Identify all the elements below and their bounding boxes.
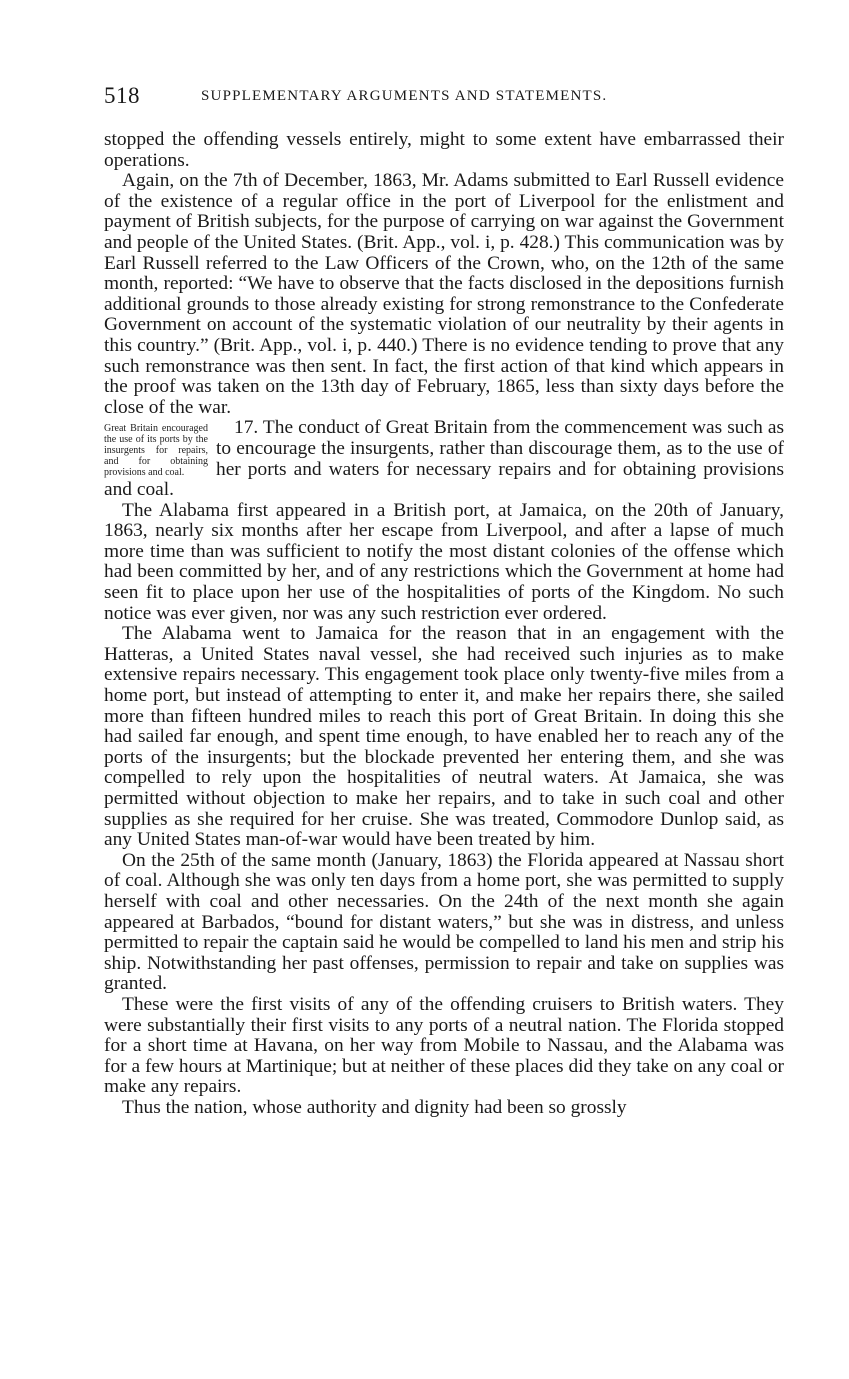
- running-head: SUPPLEMENTARY ARGUMENTS AND STATEMENTS.: [201, 88, 608, 104]
- paragraph-adams-evidence: Again, on the 7th of December, 1863, Mr. Adams submitted to Earl Russell evidence of the existence of a regular office in the port of Liverpool for the enlistment and payment of British subjects, for the purpose of carrying on war against the Government and people of the United States. (Brit. App., vol. i, p. 428.) This communication was by Earl Russell referred to the Law Officers of the Crown, who, on the 12th of the same month, reported: “We have to observe that the facts disclosed in the depositions furnish additional grounds to those already existing for strong remonstrance to the Confederate Government on account of the systematic violation of our neutrality by their agents in this country.” (Brit. App., vol. i, p. 440.) There is no evidence tending to prove that any such remonstrance was then sent. In fact, the first action of that kind which appears in the proof was taken on the 13th day of February, 1865, less than sixty days before the close of the war.: [104, 170, 784, 418]
- paragraph-first-visits: These were the first visits of any of the offending cruisers to British waters. They were substantially their first visits to any ports of a neutral nation. The Florida stopped for a short time at Havana, on her way from Mobile to Nassau, and the Alabama was for a few hours at Martinique; but at neither of these places did they take on any coal or make any repairs.: [104, 993, 784, 1098]
- page-number: 518: [104, 83, 140, 108]
- paragraph-section-17: 17. The conduct of Great Britain from the commencement was such as to encourage the insurgents, rather than discourage them, as to the use of her ports and waters for necessary repairs and for obtaining provisions and coal.: [104, 417, 784, 501]
- page-header: [104, 83, 784, 113]
- paragraph-continuation: stopped the offending vessels entirely, might to some extent have embarrassed their operations.: [104, 129, 784, 171]
- paragraph-florida-nassau: On the 25th of the same month (January, 1863) the Florida appeared at Nassau short of coal. Although she was only ten days from a home port, she was permitted to supply herself with coal and other necessaries. On the 24th of the next month she again appeared at Barbados, “bound for distant waters,” but she was in distress, and unless permitted to repair the captain said he would be compelled to land his men and strip his ship. Notwithstanding her past offenses, permission to repair and take on supplies was granted.: [104, 849, 784, 995]
- paragraph-closing: Thus the nation, whose authority and dignity had been so grossly: [122, 1096, 627, 1118]
- margin-note: Great Britain encouraged the use of its ports by the insurgents for repairs, and for obtaining provisions and coal.: [104, 423, 208, 479]
- paragraph-alabama-jamaica: The Alabama first appeared in a British port, at Jamaica, on the 20th of January, 1863, nearly six months after her escape from Liverpool, and after a lapse of much more time than was sufficient to notify the most distant colonies of the offense which had been committed by her, and of any restrictions which the Government at home had seen fit to place upon her use of the hospitalities of ports of the Kingdom. No such notice was ever given, nor was any such restriction ever ordered.: [104, 499, 784, 624]
- paragraph-alabama-hatteras: The Alabama went to Jamaica for the reason that in an engagement with the Hatteras, a United States naval vessel, she had received such injuries as to make extensive repairs necessary. This engagement took place only twenty-five miles from a home port, but instead of attempting to enter it, and make her repairs there, she sailed more than fifteen hundred miles to reach this port of Great Britain. In doing this she had sailed far enough, and spent time enough, to have enabled her to reach any of the ports of the insurgents; but the blockade prevented her entering them, and she was compelled to rely upon the hospitalities of neutral waters. At Jamaica, she was permitted without objection to make her repairs, and to take in such coal and other supplies as she required for her cruise. She was treated, Commodore Dunlop said, as any United States man-of-war would have been treated by him.: [104, 623, 784, 851]
- body-text: [104, 130, 784, 1119]
